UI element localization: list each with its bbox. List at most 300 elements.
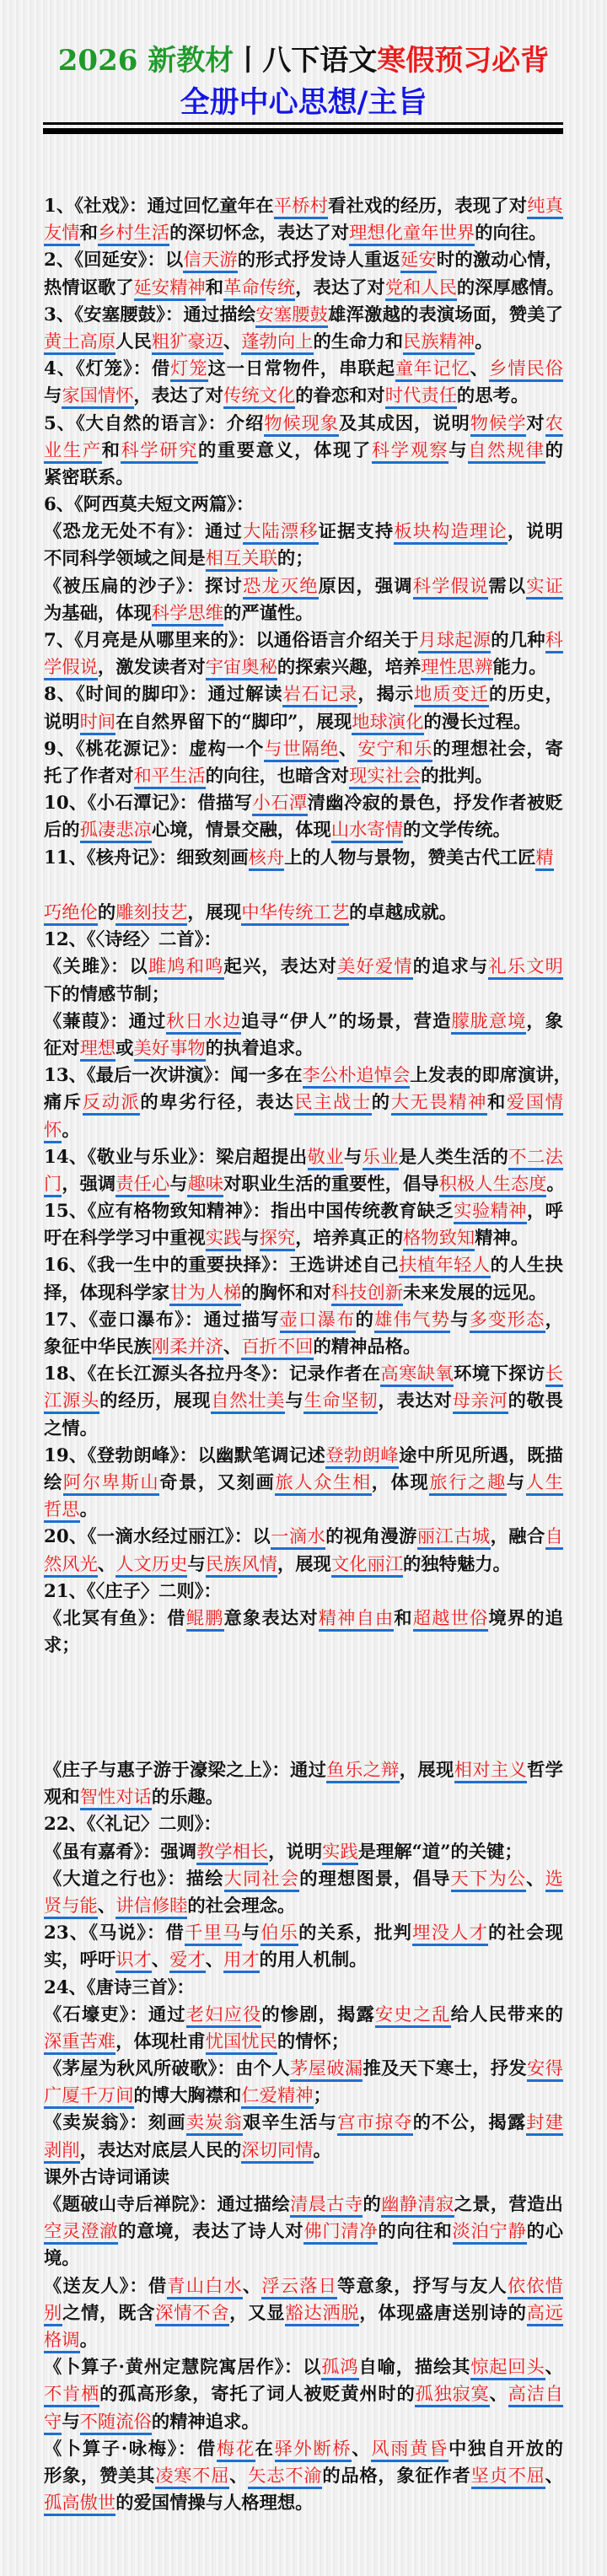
body-text: 上发表的即席演讲，	[410, 1065, 572, 1087]
text-line	[44, 927, 563, 954]
text-line	[44, 519, 563, 546]
body-text: 的批判。	[421, 765, 493, 787]
text-line	[44, 954, 563, 981]
title-separator: 丨	[234, 44, 263, 78]
body-text: 的向往和	[378, 2221, 453, 2243]
body-text: 的深切怀念，表达了对	[169, 223, 350, 245]
text-line	[44, 1839, 563, 1866]
body-text: ，说明	[268, 1841, 323, 1863]
body-text: 22、《〈礼记〉二则》：	[44, 1814, 222, 1836]
body-text: 与	[506, 1471, 526, 1493]
body-text: ，强调	[62, 1173, 116, 1195]
key-phrase: 粗犷豪迈	[152, 331, 223, 355]
text-line	[44, 492, 563, 519]
text-line	[44, 1035, 563, 1062]
body-text: 、	[229, 2465, 249, 2487]
body-text: 7、《月亮是从哪里来的》：以通俗语言介绍关于	[44, 630, 419, 651]
key-phrase: 百折不回	[241, 1336, 313, 1360]
body-text: 的；	[277, 548, 314, 570]
key-phrase: 雄伟气势	[374, 1310, 450, 1333]
key-phrase: 人生	[526, 1472, 563, 1496]
body-text: 等意象，抒写与友人	[337, 2275, 508, 2297]
body-text: 。	[79, 1499, 98, 1521]
body-text: 人民	[115, 331, 152, 352]
body-text: 、	[242, 2275, 262, 2297]
key-phrase: 卖炭翁	[186, 2112, 243, 2136]
body-text: 下的情感节制；	[44, 983, 170, 1005]
text-line	[44, 1361, 563, 1388]
body-text: 择，体现科学家	[44, 1282, 170, 1304]
body-text: 形象，赞美其	[44, 2465, 156, 2487]
text-line	[44, 1443, 563, 1470]
body-text: ，表达对底层人民的	[79, 2139, 242, 2161]
body-text: 《石壕吏》：通过	[44, 2003, 186, 2025]
body-text: 求；	[44, 1635, 80, 1657]
body-text: 不同科学领域之间是	[44, 548, 206, 570]
body-text: 追寻“伊人”的场景，营造	[241, 1010, 452, 1032]
body-text: 的心	[526, 2221, 563, 2243]
body-text: ，激发读者对	[97, 657, 206, 679]
key-phrase: 责任心	[115, 1174, 169, 1197]
key-phrase: 精神自由	[319, 1608, 395, 1632]
body-text: 对	[526, 412, 545, 434]
text-line	[44, 193, 563, 220]
body-text: 的不公，揭露	[412, 2112, 527, 2134]
key-phrase: 矢志不渝	[248, 2466, 322, 2489]
key-phrase: 贤与能	[44, 1896, 98, 1919]
text-line	[44, 2300, 563, 2327]
body-text: ，象	[526, 1010, 563, 1032]
body-text: 的惨剧，揭露	[261, 2003, 375, 2025]
key-phrase: 时间	[80, 712, 116, 735]
body-text: 与	[450, 1309, 470, 1331]
body-text: 说明	[44, 711, 80, 733]
body-text: 的文学传统。	[403, 820, 511, 842]
text-line	[44, 1388, 563, 1415]
key-phrase: 现实社会	[349, 766, 421, 789]
key-phrase: 登勃朗峰	[325, 1445, 399, 1469]
body-text: 的	[363, 2194, 382, 2215]
body-text: 的重要意义，体现了	[197, 439, 372, 461]
body-text: 、	[97, 1895, 116, 1917]
key-phrase: 趣味	[187, 1174, 223, 1197]
body-text: 20、《一滴水经过丽江》：以	[44, 1526, 271, 1548]
text-line	[44, 438, 563, 465]
key-phrase: 爱才	[169, 1949, 206, 1973]
key-phrase: 坚贞不屈	[471, 2466, 545, 2489]
text-line	[44, 2056, 563, 2083]
text-line	[44, 1008, 563, 1035]
key-phrase: 佛门清净	[304, 2221, 378, 2245]
body-text: 是理解“道”的关键；	[357, 1841, 523, 1863]
key-phrase: 民族精神	[403, 331, 475, 355]
key-phrase: 阿尔卑斯山	[63, 1472, 159, 1496]
text-line	[44, 1605, 563, 1632]
key-phrase: 传统文化	[223, 385, 295, 409]
body-text: 10、《小石潭记》：借描写	[44, 793, 253, 815]
key-phrase: 黄土高原	[44, 331, 115, 355]
body-text: 的深厚感情。	[456, 277, 565, 298]
body-text: 的几种	[491, 630, 545, 651]
body-text: 和	[205, 277, 224, 298]
key-phrase: 豁达洒脱	[285, 2303, 359, 2326]
body-text: 之景，营造出	[454, 2194, 563, 2215]
body-text: 18、《在长江源头各拉丹冬》：记录作者在	[44, 1363, 381, 1385]
key-phrase: 哲思	[44, 1499, 80, 1523]
body-text: 未来发展的远见。	[403, 1282, 547, 1304]
body-text: 《北冥有鱼》：借	[44, 1607, 186, 1629]
key-phrase: 格调	[44, 2330, 80, 2353]
body-text: 的向往，也暗含对	[205, 765, 350, 787]
body-text: 2、《回延安》：以	[44, 250, 184, 272]
text-line	[44, 845, 563, 872]
text-line	[44, 2218, 563, 2245]
key-phrase: 鱼乐之辩	[326, 1760, 399, 1783]
key-phrase: 实践	[206, 1228, 242, 1251]
text-line	[44, 1416, 563, 1443]
body-text: 《题破山寺后禅院》：通过描绘	[44, 2194, 290, 2215]
key-phrase: 老妇应役	[186, 2004, 262, 2028]
body-text: 的经历，展现	[99, 1390, 212, 1412]
key-phrase: 美好事物	[134, 1038, 206, 1062]
text-line	[44, 465, 563, 492]
key-phrase: 不二法	[508, 1147, 563, 1170]
body-text: 1、《社戏》：通过回忆童年在	[44, 196, 274, 217]
key-phrase: 小石潭	[252, 793, 307, 816]
body-text: 的社会现	[488, 1923, 563, 1944]
key-phrase: 实践	[322, 1842, 358, 1865]
text-line	[44, 1307, 563, 1334]
body-text: 《卖炭翁》：刻画	[44, 2112, 186, 2134]
body-text: 与	[449, 439, 469, 461]
body-text: 心境，情景交融，体现	[151, 820, 331, 842]
body-text: 3、《安塞腰鼓》：通过描绘	[44, 304, 256, 325]
key-phrase: 不随流俗	[80, 2412, 152, 2435]
key-phrase: 乐业	[363, 1147, 399, 1170]
title-new-textbook: 新教材	[148, 44, 234, 78]
body-text: 在自然界留下的“脚印”，展现	[115, 711, 352, 733]
body-text: 19、《登勃朗峰》：以幽默笔调记述	[44, 1444, 326, 1466]
body-text: 、	[223, 1336, 242, 1358]
body-text: 与	[285, 1390, 304, 1412]
key-phrase: 物候学	[470, 413, 527, 437]
body-text: ，展现	[277, 1553, 331, 1575]
key-phrase: 秋日水边	[166, 1011, 241, 1035]
text-line	[44, 2029, 563, 2056]
body-text: 《送友人》：借	[44, 2275, 168, 2297]
body-text: 的向往。	[475, 223, 547, 245]
body-text: 是人类生活的	[399, 1146, 509, 1168]
body-text: ，呼	[526, 1201, 563, 1223]
key-phrase: 高远	[527, 2303, 563, 2326]
body-text: 的眷恋和对	[295, 385, 385, 407]
body-text: 的漫长过程。	[423, 711, 532, 733]
key-phrase: 用才	[223, 1949, 260, 1973]
body-text: 热情讴歌了	[44, 277, 134, 298]
body-text: 的孤高形象，寄托了词人被贬黄州时的	[99, 2384, 416, 2406]
key-phrase: 乡情民俗	[489, 358, 563, 382]
key-phrase: 高洁自	[508, 2384, 563, 2407]
key-phrase: 大陆漂移	[243, 521, 319, 545]
text-line	[44, 2191, 563, 2218]
key-phrase: 空灵澄澈	[44, 2221, 118, 2245]
body-text: 的理想社会，寄	[432, 738, 563, 760]
key-phrase: 高寒缺氧	[380, 1363, 454, 1387]
body-text: 《虽有嘉肴》：强调	[44, 1841, 197, 1863]
text-line	[44, 383, 563, 410]
key-phrase: 理想	[80, 1038, 116, 1062]
body-text: 的卓越成就。	[349, 902, 457, 923]
text-line	[44, 1470, 563, 1497]
body-text: 《茅屋为秋风所破歌》：由个人	[44, 2058, 290, 2080]
text-line	[44, 817, 563, 844]
text-line	[44, 2354, 563, 2381]
body-text: 征对	[44, 1037, 80, 1059]
text-line	[44, 1784, 563, 1811]
body-text: ，表达对	[378, 1390, 453, 1412]
body-text: 的胸怀和对	[241, 1282, 331, 1304]
text-line	[44, 600, 563, 627]
body-text: 上的人物与景物，赞美古代工匠	[284, 847, 536, 869]
body-text: 环境下探访	[454, 1363, 545, 1385]
body-text: 9、《桃花源记》：虚构一个	[44, 738, 265, 760]
key-phrase: 革命传统	[223, 277, 295, 301]
key-phrase: 鲲鹏	[186, 1608, 224, 1632]
key-phrase: 友情	[44, 223, 80, 246]
key-phrase: 月球起源	[418, 630, 491, 653]
key-phrase: 自然规律	[468, 440, 545, 464]
text-line	[44, 1062, 572, 1089]
body-text: 、	[352, 2438, 372, 2460]
key-phrase: 信天游	[183, 250, 237, 273]
body-text: 给人民带来的	[450, 2003, 563, 2025]
text-line	[44, 220, 563, 247]
body-text: 17、《壶口瀑布》：通过描写	[44, 1309, 280, 1331]
text-line	[44, 2490, 563, 2517]
body-text: 的意境，表达了诗人对	[118, 2221, 304, 2243]
key-phrase: 梅花	[217, 2439, 255, 2462]
key-phrase: 旅行之趣	[429, 1472, 506, 1496]
body-text: 21、《〈庄子〉二则》：	[44, 1580, 222, 1602]
key-phrase: 凌寒不屈	[155, 2466, 229, 2489]
body-text: 能力。	[492, 657, 547, 679]
key-phrase: 地质变迁	[414, 684, 489, 707]
body-text: 的乐趣。	[151, 1787, 224, 1809]
text-line	[44, 900, 563, 927]
text-line	[44, 2381, 563, 2408]
body-text: 的理想图景，倡导	[299, 1868, 451, 1890]
key-phrase: 人文历史	[115, 1554, 187, 1578]
body-text: 和	[79, 223, 98, 245]
text-line	[44, 1524, 563, 1551]
key-phrase: 自	[545, 1526, 563, 1550]
key-phrase: 精	[535, 847, 553, 871]
body-text: 之情。	[44, 1417, 98, 1439]
text-line	[44, 1975, 563, 2002]
body-text: ，培养真正的	[295, 1228, 404, 1250]
body-text: 精神。	[475, 1228, 529, 1250]
body-text: 证据支持	[318, 521, 395, 543]
body-text: 时的激动心情，	[436, 250, 563, 272]
body-text: 《庄子与惠子游于濠梁之上》：通过	[44, 1760, 327, 1781]
text-line	[44, 546, 563, 573]
key-phrase: 长	[545, 1363, 563, 1387]
text-line	[44, 736, 563, 763]
body-text: ，融合	[490, 1526, 545, 1548]
body-text: 《被压扁的沙子》：探讨	[44, 575, 243, 597]
body-text: ，展现	[399, 1760, 454, 1781]
text-line	[44, 1866, 563, 1893]
body-text: 和	[394, 1607, 413, 1629]
text-line	[44, 247, 563, 274]
key-phrase: 惊起回头	[470, 2357, 545, 2380]
text-line	[44, 1144, 563, 1171]
key-phrase: 风雨黄昏	[371, 2439, 449, 2462]
body-text: 的卑劣行径，表达	[140, 1092, 295, 1114]
body-text: 清幽冷寂的景色，抒发作者被贬	[307, 793, 563, 815]
key-phrase: 门	[44, 1174, 62, 1197]
key-phrase: 童年记忆	[395, 358, 470, 382]
key-phrase: 地球演化	[352, 712, 423, 735]
text-line	[44, 2463, 563, 2490]
key-phrase: 扶植年轻人	[399, 1255, 491, 1278]
body-text: 绘	[44, 1471, 63, 1493]
key-phrase: 学假说	[44, 657, 98, 680]
key-phrase: 丽江古城	[417, 1526, 491, 1550]
body-text: 境。	[44, 2248, 80, 2270]
body-text: 《大道之行也》：描绘	[44, 1868, 224, 1890]
body-text: 的追求与	[412, 956, 489, 978]
key-phrase: 深切同情	[241, 2140, 313, 2164]
key-phrase: 敬业	[308, 1147, 344, 1170]
text-line	[44, 981, 563, 1008]
key-phrase: 驿外断桥	[275, 2439, 352, 2462]
text-line	[44, 1171, 563, 1198]
text-line	[44, 1225, 563, 1252]
body-text: 在	[255, 2438, 275, 2460]
text-line	[44, 1198, 563, 1225]
body-text: ，揭示	[357, 684, 415, 706]
text-line	[44, 411, 563, 438]
divider-thick	[43, 128, 563, 134]
key-phrase: 茅屋破漏	[290, 2058, 363, 2082]
key-phrase: 延安精神	[134, 277, 206, 301]
key-phrase: 甘为人梯	[169, 1283, 241, 1306]
body-text: 哲学	[527, 1760, 563, 1781]
key-phrase: 浮云落日	[261, 2276, 337, 2299]
text-line	[44, 2002, 563, 2029]
key-phrase: 千里马	[185, 1923, 242, 1946]
body-text: 的爱国情操与人格理想。	[115, 2493, 314, 2514]
text-line	[44, 2436, 563, 2463]
text-line	[44, 654, 563, 681]
body-text: 11、《核舟记》：细致刻画	[44, 847, 249, 869]
key-phrase: 理性思辨	[421, 657, 492, 680]
body-text: 《关雎》：以	[44, 956, 148, 978]
key-phrase: 科学思维	[152, 603, 223, 627]
body-text: 及其成因，说明	[339, 412, 470, 434]
key-phrase: 美好爱情	[337, 956, 413, 980]
page-subtitle: 全册中心思想/主旨	[180, 86, 427, 120]
key-phrase: 讲信修睦	[115, 1896, 187, 1919]
text-line	[44, 2110, 563, 2137]
key-phrase: 安得	[527, 2058, 563, 2082]
body-text: 8、《时间的脚印》：通过解读	[44, 684, 283, 706]
key-phrase: 科学研究	[121, 440, 197, 464]
body-text: 13、《最后一次讲演》：闻一多在	[44, 1065, 303, 1087]
body-text: 、	[526, 1868, 545, 1890]
body-text: 4、《灯笼》：借	[44, 358, 171, 380]
title-subject: 八下语文	[262, 44, 378, 78]
body-text: 的博大胸襟和	[133, 2085, 242, 2107]
body-text: 对职业生活的重要性，倡导	[223, 1173, 439, 1195]
body-text: 的	[545, 439, 563, 461]
body-text: 的用人机制。	[259, 1949, 368, 1971]
text-line	[44, 627, 563, 654]
text-line	[44, 1252, 563, 1279]
key-phrase: 自然壮美	[211, 1390, 285, 1414]
body-text: ；	[313, 2085, 331, 2107]
body-text: 为基础，体现	[44, 602, 152, 624]
key-phrase: 广厦千万间	[44, 2085, 134, 2109]
body-text: ，体现杜甫	[115, 2030, 206, 2052]
key-phrase: 相对主义	[454, 1760, 527, 1783]
key-phrase: 理想化童年世界	[349, 223, 475, 246]
key-phrase: 灯笼	[170, 358, 207, 382]
key-phrase: 物候现象	[264, 413, 339, 437]
body-text: 需以	[488, 575, 527, 597]
body-text: 的品格，象征作者	[322, 2465, 471, 2487]
key-phrase: 安史之乱	[375, 2004, 451, 2028]
body-text: ，展现	[187, 902, 242, 923]
body-text: 16、《我一生中的重要抉择》：王选讲述自己	[44, 1255, 400, 1277]
body-text: 的关系，批判	[298, 1923, 413, 1944]
key-phrase: 中华传统工艺	[241, 902, 349, 926]
key-phrase: 教学相长	[196, 1842, 268, 1865]
body-text: 《卜算子·黄州定慧院寓居作》：以	[44, 2357, 322, 2379]
body-text: 与	[169, 1173, 188, 1195]
body-text: 境界的追	[488, 1607, 563, 1629]
title-highlight: 寒假预习必背	[377, 44, 550, 78]
key-phrase: 一滴水	[271, 1526, 325, 1550]
body-text: 与	[187, 1553, 206, 1575]
key-phrase: 剥削	[44, 2140, 80, 2164]
key-phrase: 安塞腰鼓	[255, 304, 328, 328]
key-phrase: 纯真	[527, 196, 563, 219]
key-phrase: 埋没人才	[412, 1923, 488, 1946]
title-year: 2026	[57, 44, 138, 78]
body-text: 、	[339, 738, 358, 760]
text-line	[44, 681, 563, 708]
body-text: 和	[101, 439, 121, 461]
body-text: ，体现盛唐送别诗的	[359, 2302, 527, 2324]
body-text: ，又显	[229, 2302, 286, 2324]
key-phrase: 爱国情	[507, 1092, 563, 1116]
text-line	[44, 1497, 563, 1524]
body-text: 5、《大自然的语言》：介绍	[44, 412, 265, 434]
key-phrase: 封建	[526, 2112, 563, 2136]
key-phrase: 守	[44, 2412, 62, 2435]
body-text: 、	[489, 2384, 508, 2406]
text-line	[44, 302, 563, 329]
key-phrase: 安宁和乐	[357, 739, 432, 762]
text-line	[44, 1757, 563, 1784]
key-phrase: 壶口瀑布	[280, 1310, 356, 1333]
body-text: 雄浑激越的表演场面，赞美了	[328, 304, 563, 325]
body-text: 与	[241, 1923, 261, 1944]
body-text: 紧密联系。	[44, 466, 134, 488]
body-text: 与	[44, 385, 62, 407]
